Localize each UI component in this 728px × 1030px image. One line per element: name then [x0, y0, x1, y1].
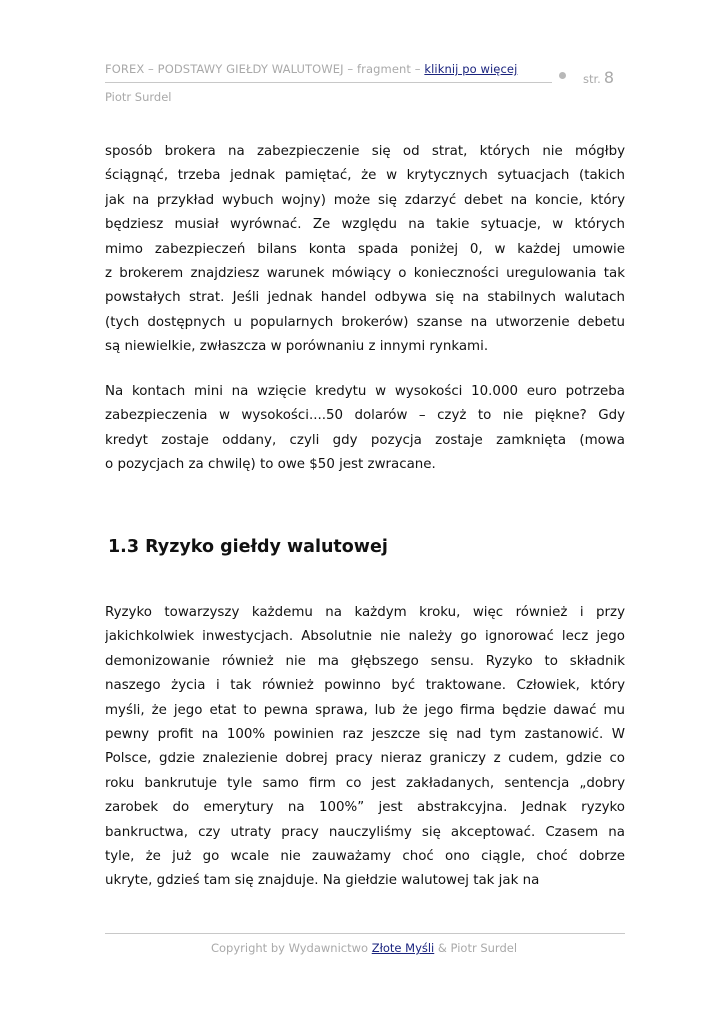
page-number: 8 [603, 68, 615, 87]
page-label: str. [583, 72, 601, 86]
text-line: kredyt zostaje oddany, czyli gdy pozycja zostaje zamknięta (mowa [105, 432, 625, 448]
text-line: tyle, że już go wcale nie zauważamy choć ono ciągle, choć dobrze [105, 848, 625, 864]
section-heading: 1.3 Ryzyko giełdy walutowej [108, 537, 388, 557]
page-footer [0, 941, 728, 955]
text-line: zarobek do emerytury na 100%” jest abstrakcyjna. Jednak ryzyko [105, 800, 625, 816]
text-line: bankructwa, czy utraty pracy nauczyliśmy się akceptować. Czasem na [105, 824, 625, 840]
text-line: Na kontach mini na wzięcie kredytu w wysokości 10.000 euro potrzeba [105, 384, 625, 399]
text-line: myśli, że jego etat to pewna sprawa, lub że jego firma będzie dawać mu [105, 702, 625, 718]
footer-author-text: & Piotr Surdel [434, 941, 518, 955]
footer-divider [105, 933, 625, 934]
text-line: ściągnąć, trzeba jednak pamiętać, że w krytycznych sytuacjach (takich [105, 168, 625, 184]
header-author: Piotr Surdel [105, 90, 172, 104]
paragraph-3 [105, 601, 625, 894]
text-line: powstałych strat. Jeśli jednak handel odbywa się na stabilnych walutach [105, 290, 625, 306]
text-line: roku bankrutuje tyle samo firm co jest zakładanych, sentencja „dobry [105, 775, 625, 791]
text-line: zabezpieczenia w wysokości....50 dolarów – czyż to nie piękne? Gdy [105, 408, 625, 424]
page-header [105, 62, 625, 104]
bullet-icon [559, 72, 566, 79]
header-divider [105, 82, 552, 83]
text-line: demonizowanie również nie ma głębszego sensu. Ryzyko to składnik [105, 653, 625, 669]
text-line: Ryzyko towarzyszy każdemu na każdym kroku, więc również i przy [105, 605, 625, 620]
text-line: naszego życia i tak również powinno być traktowane. Człowiek, który [105, 678, 625, 694]
header-title [105, 62, 625, 76]
footer-publisher-link[interactable]: Złote Myśli [371, 941, 435, 955]
text-line: mimo zabezpieczeń bilans konta spada poniżej 0, w każdej umowie [105, 241, 625, 257]
text-line: jakichkolwiek inwestycjach. Absolutnie nie należy go ignorować lecz jego [105, 629, 625, 645]
footer-copyright-text: Copyright by Wydawnictwo [210, 941, 372, 955]
paragraph-2 [105, 380, 625, 478]
paragraph-1 [105, 140, 625, 360]
text-line: z brokerem znajdziesz warunek mówiący o konieczności uregulowania tak [105, 265, 625, 281]
text-line: o pozycjach za chwilę) to owe $50 jest zwracane. [105, 457, 436, 473]
header-title-text: FOREX – PODSTAWY GIEŁDY WALUTOWEJ – fragment – [105, 62, 425, 76]
text-line: pewny profit na 100% powinien raz jeszcze się nad tym zastanowić. W [105, 726, 625, 742]
header-more-link[interactable]: kliknij po więcej [424, 62, 518, 76]
text-line: jak na przykład wybuch wojny) może się zdarzyć debet na koncie, który [105, 192, 625, 208]
text-line: (tych dostępnych u popularnych brokerów) szanse na utworzenie debetu [105, 314, 625, 330]
text-line: Polsce, gdzie znalezienie dobrej pracy nieraz graniczy z cudem, gdzie co [105, 751, 625, 767]
text-line: sposób brokera na zabezpieczenie się od strat, których nie mógłby [105, 144, 625, 159]
text-line: są niewielkie, zwłaszcza w porównaniu z innymi rynkami. [105, 339, 489, 355]
text-line: ukryte, gdzieś tam się znajduje. Na giełdzie walutowej tak jak na [105, 873, 540, 889]
page-number-block [583, 68, 614, 87]
text-line: będziesz musiał wyrównać. Ze względu na takie sytuacje, w których [105, 217, 625, 233]
